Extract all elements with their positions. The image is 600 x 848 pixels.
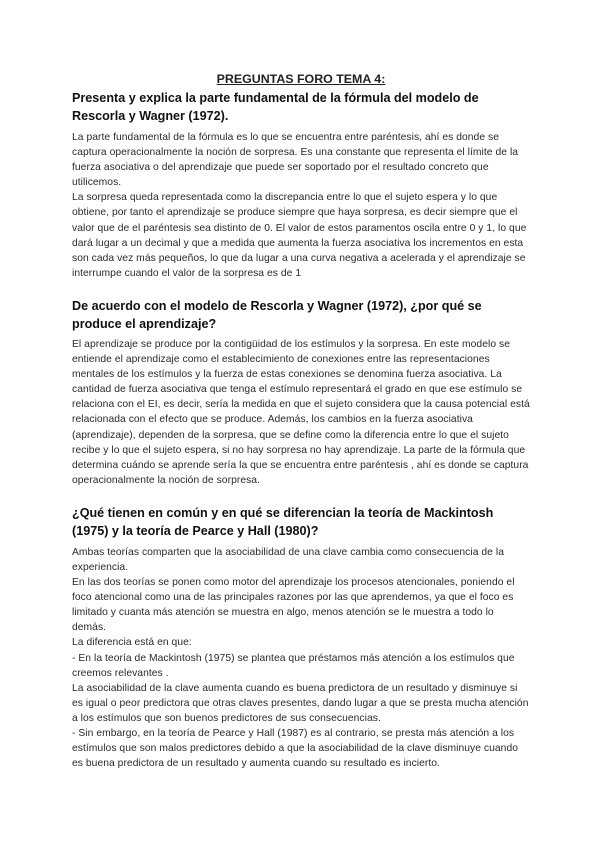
paragraph: La sorpresa queda representada como la discrepancia entre lo que el sujeto espera y lo que obtiene, por tanto el aprendizaje se produce siempre que haya sorpresa, es decir siempre que el valor que de el paréntesis sea distinto de 0. El valor de estos paramentos oscila entre 0 y 1, lo que dará lugar a un decimal y que a medida que aumenta la fuerza asociativa los incrementos en esta son cada vez más pequeños, lo que da lugar a una curva negativa a acelerada y el aprendizaje se interrumpe cuando el valor de la sorpresa es de 1 xyxy=(72,192,527,279)
paragraph: Ambas teorías comparten que la asociabilidad de una clave cambia como consecuencia de la experiencia. xyxy=(72,546,504,573)
paragraph: La asociabilidad de la clave aumenta cuando es buena predictora de un resultado y disminuye si es igual o peor predictora que otras claves presentes, dando lugar a que se presta mucha atención a los estímulos que son buenos predictores de sus consecuencias. xyxy=(72,682,529,724)
paragraph: En las dos teorías se ponen como motor del aprendizaje los procesos atencionales, poniendo el foco atencional como una de las principales razones por las que aprendemos, ya que el foco es limitado y cuanta más atención se muestra en algo, menos atención se le muestra a todo lo demás. xyxy=(72,577,515,634)
section-heading: De acuerdo con el modelo de Rescorla y Wagner (1972), ¿por qué se produce el aprendizaje? xyxy=(72,298,482,331)
paragraph: El aprendizaje se produce por la contigüidad de los estímulos y la sorpresa. En este modelo se entiende el aprendizaje como el establecimiento de conexiones entre las representaciones mentales de los estímulos y la fuerza de estas conexiones se denomina fuerza asociativa. La cantidad de fuerza asociativa que tenga el estímulo representará el grado en que ese estímulo se relaciona con el EI, es decir, sería la medida en que el sujeto considera que la causa potencial está relacionada con el efecto que se produce. Además, los cambios en la fuerza asociativa (aprendizaje), dependen de la sorpresa, que se define como la diferencia entre lo que el sujeto recibe y lo que el sujeto espera, si no hay sorpresa no hay aprendizaje. La parte de la fórmula que determina cuándo se aprende sería la que se encuentra entre paréntesis , ahí es donde se captura operacionalmente la noción de sorpresa. xyxy=(72,338,530,486)
paragraph: La parte fundamental de la fórmula es lo que se encuentra entre paréntesis, ahí es donde se captura operacionalmente la noción de sorpresa. Es una constante que representa el límite de la fuerza asociativa o del aprendizaje que puede ser soportado por el resultado concreto que utilicemos. xyxy=(72,132,519,189)
section-rescorla-learning xyxy=(72,297,530,488)
paragraph: La diferencia está en que: xyxy=(72,637,192,649)
document-page xyxy=(72,72,530,771)
paragraph: - En la teoría de Mackintosh (1975) se plantea que préstamos más atención a los estímulos que creemos relevantes . xyxy=(72,652,515,679)
section-rescorla-formula xyxy=(72,89,530,281)
section-heading: Presenta y explica la parte fundamental de la fórmula del modelo de Rescorla y Wagner (1972). xyxy=(72,91,479,123)
document-title: PREGUNTAS FORO TEMA 4: xyxy=(216,72,386,86)
section-mackintosh-pearce-hall xyxy=(72,504,530,771)
paragraph: - Sin embargo, en la teoría de Pearce y Hall (1987) es al contrario, se presta más atención a los estímulos que son malos predictores debido a que la asociabilidad de la clave disminuye cuando es buena predictora de un resultado y aumenta cuando su resultado es incierto. xyxy=(72,728,519,770)
section-heading: ¿Qué tienen en común y en qué se diferencian la teoría de Mackintosh (1975) y la teoría de Pearce y Hall (1980)? xyxy=(72,505,494,538)
